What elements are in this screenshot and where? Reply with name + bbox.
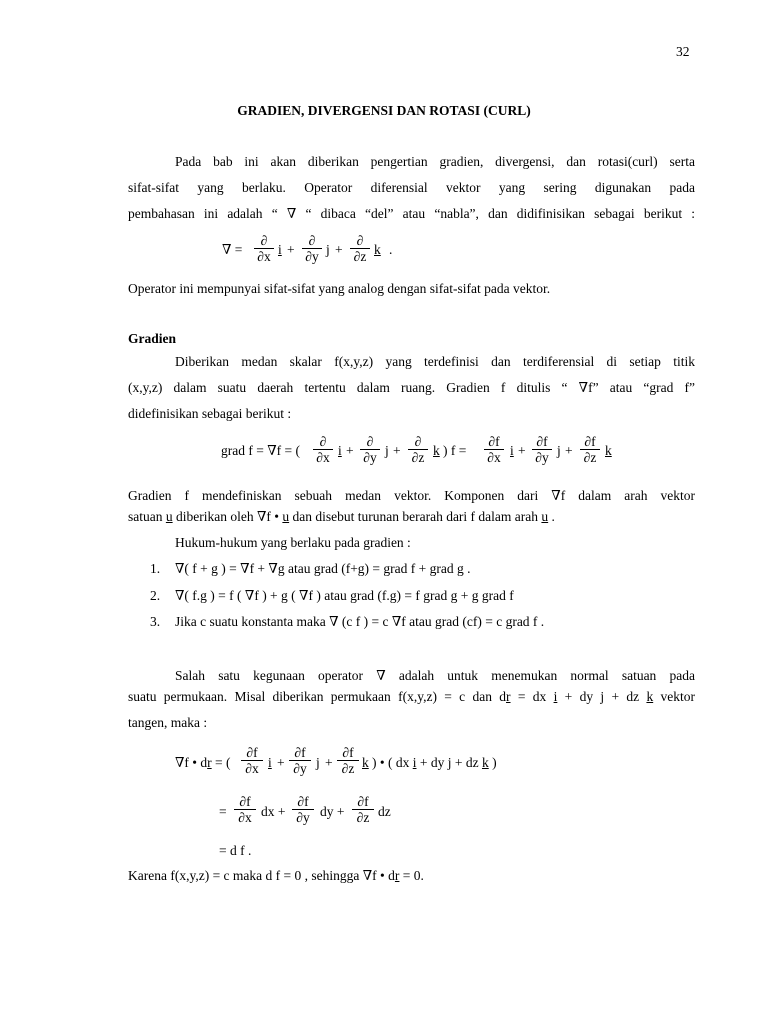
page-number: 32 (676, 44, 690, 59)
law-number: 2. (150, 588, 161, 603)
normal-line-3: tangen, maka : (128, 715, 208, 730)
law-number: 1. (150, 561, 161, 576)
conclusion: Karena f(x,y,z) = c maka d f = 0 , sehingga ∇f • dr = 0. (128, 868, 424, 883)
frac-d-dx: ∂ ∂x (254, 234, 274, 264)
frac-d-dy: ∂ ∂y (302, 234, 322, 264)
gradien-heading: Gradien (128, 331, 177, 346)
operator-note: Operator ini mempunyai sifat-sifat yang analog dengan sifat-sifat pada vektor. (128, 281, 551, 296)
law-text: ∇( f.g ) = f ( ∇f ) + g ( ∇f ) atau grad (f.g) = f grad g + g grad f (175, 588, 514, 603)
laws-intro: Hukum-hukum yang berlaku pada gradien : (175, 535, 411, 550)
law-number: 3. (150, 614, 161, 629)
gradien-vector-line-2: satuan u diberikan oleh ∇f • u dan disebut turunan berarah dari f dalam arah u . (128, 509, 555, 524)
chapter-title: GRADIEN, DIVERGENSI DAN ROTASI (CURL) (237, 103, 531, 118)
nabla-lhs: ∇ = (222, 242, 243, 257)
normal-line-1: Salah satu kegunaan operator ∇ adalah untuk menemukan normal satuan pada (175, 668, 695, 683)
gradien-line-3: didefinisikan sebagai berikut : (128, 406, 292, 421)
normal-line-2: suatu permukaan. Misal diberikan permukaan f(x,y,z) = c dan dr = dx i + dy j + dz k vektor (128, 689, 695, 704)
intro-line-2: sifat-sifat yang berlaku. Operator diferensial vektor yang sering digunakan pada (128, 180, 695, 195)
grad-lhs: grad f = ∇f = ( (221, 443, 301, 458)
law-text: ∇( f + g ) = ∇f + ∇g atau grad (f+g) = grad f + grad g . (175, 561, 471, 576)
intro-line-1: Pada bab ini akan diberikan pengertian gradien, divergensi, dan rotasi(curl) serta (175, 154, 695, 169)
gradien-line-2: (x,y,z) dalam suatu daerah tertentu dalam ruang. Gradien f ditulis “ ∇f” atau “grad f” (128, 380, 695, 395)
frac-d-dz: ∂ ∂z (350, 234, 370, 264)
gradien-vector-line-1: Gradien f mendefiniskan sebuah medan vektor. Komponen dari ∇f dalam arah vektor (128, 488, 695, 503)
equation-3: = d f . (219, 843, 252, 858)
law-text: Jika c suatu konstanta maka ∇ (c f ) = c ∇f atau grad (cf) = c grad f . (175, 614, 545, 629)
gradien-line-1: Diberikan medan skalar f(x,y,z) yang terdefinisi dan terdiferensial di setiap titik (175, 354, 695, 369)
intro-line-3: pembahasan ini adalah “ ∇ “ dibaca “del” atau “nabla”, dan didifinisikan sebagai berikut : (128, 206, 695, 221)
